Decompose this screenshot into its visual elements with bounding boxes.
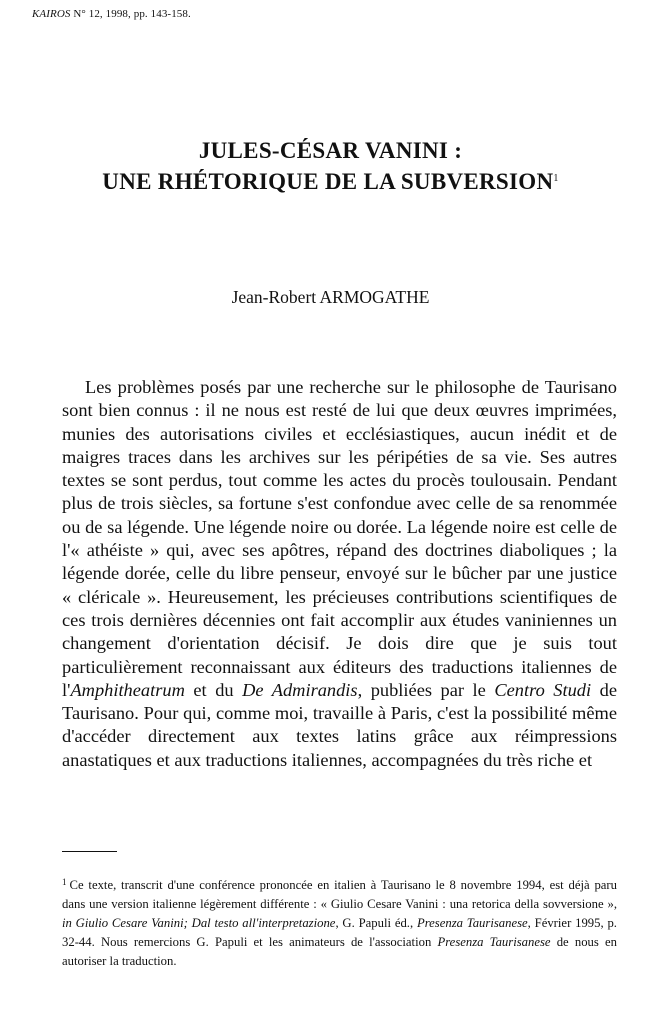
title-line-2-text: UNE RHÉTORIQUE DE LA SUBVERSION [102,169,554,194]
title-line-1: JULES-CÉSAR VANINI : [198,138,463,163]
footnote-italic-2: Presenza Taurisanese [416,916,528,930]
footnote-text-3: , Février 1995, p. 32-44. Nous remercions G. Papuli et les animateurs de l'association [62,916,617,949]
footnote-text-2: , G. Papuli éd., [335,916,417,930]
title-line-2 [0,165,661,196]
journal-header [32,8,191,20]
body-italic-3: Centro Studi [494,679,592,700]
title-footnote-marker: 1 [553,173,559,184]
body-text-4: de Taurisano. Pour qui, comme moi, travaille à Paris, c'est la possibilité même d'accéder directement aux textes latins grâce aux réimpressions anastatiques et aux traductions italiennes, accompagnées du très riche et [62,679,617,770]
footnote-text-1: Ce texte, transcrit d'une conférence prononcée en italien à Taurisano le 8 novembre 1994, est déjà paru dans une version italienne légèrement différente : « Giulio Cesare Vanini : una retorica della sovversione », [62,878,617,911]
footnote-text-4: de nous en autoriser la traduction. [62,935,617,968]
body-text-3: , publiées par le [357,679,495,700]
body-text-2: et du [184,679,243,700]
footnote-marker: 1 [62,877,67,887]
body-paragraph [62,376,617,772]
journal-name: KAIROS [32,8,71,20]
author-name: Jean-Robert ARMOGATHE [231,287,430,307]
footnote-italic-1: in Giulio Cesare Vanini; Dal testo all'interpretazione [62,916,336,930]
body-italic-1: Amphitheatrum [70,679,185,700]
article-title [0,137,661,196]
footnote-divider [62,851,117,852]
journal-issue: N° 12, 1998, pp. 143-158. [70,8,191,20]
body-text-1: Les problèmes posés par une recherche sur le philosophe de Taurisano sont bien connus : il ne nous est resté de lui que deux œuvres imprimées, munies des autorisations civiles et ecclésiastiques, aucun inédit et de maigres traces dans les archives sur les péripéties de sa vie. Ses autres textes se sont perdus, tout comme les actes du procès toulousain. Pendant plus de trois siècles, sa fortune s'est confondue avec celle de sa renommée ou de sa légende. Une légende noire ou dorée. La légende noire est celle de l'« athéiste » qui, avec ses apôtres, répand des doctrines diaboliques ; la légende dorée, celle du libre penseur, envoyé sur le bûcher par une justice « cléricale ». Heureusement, les précieuses contributions scientifiques de ces trois dernières décennies ont fait accomplir aux études vaniniennes un changement d'orientation décisif. Je dois dire que je suis tout particulièrement reconnaissant aux éditeurs des traductions italiennes de l' [62,377,617,700]
footnote [62,873,617,971]
footnote-italic-3: Presenza Taurisanese [437,935,551,949]
body-italic-2: De Admirandis [242,679,358,700]
